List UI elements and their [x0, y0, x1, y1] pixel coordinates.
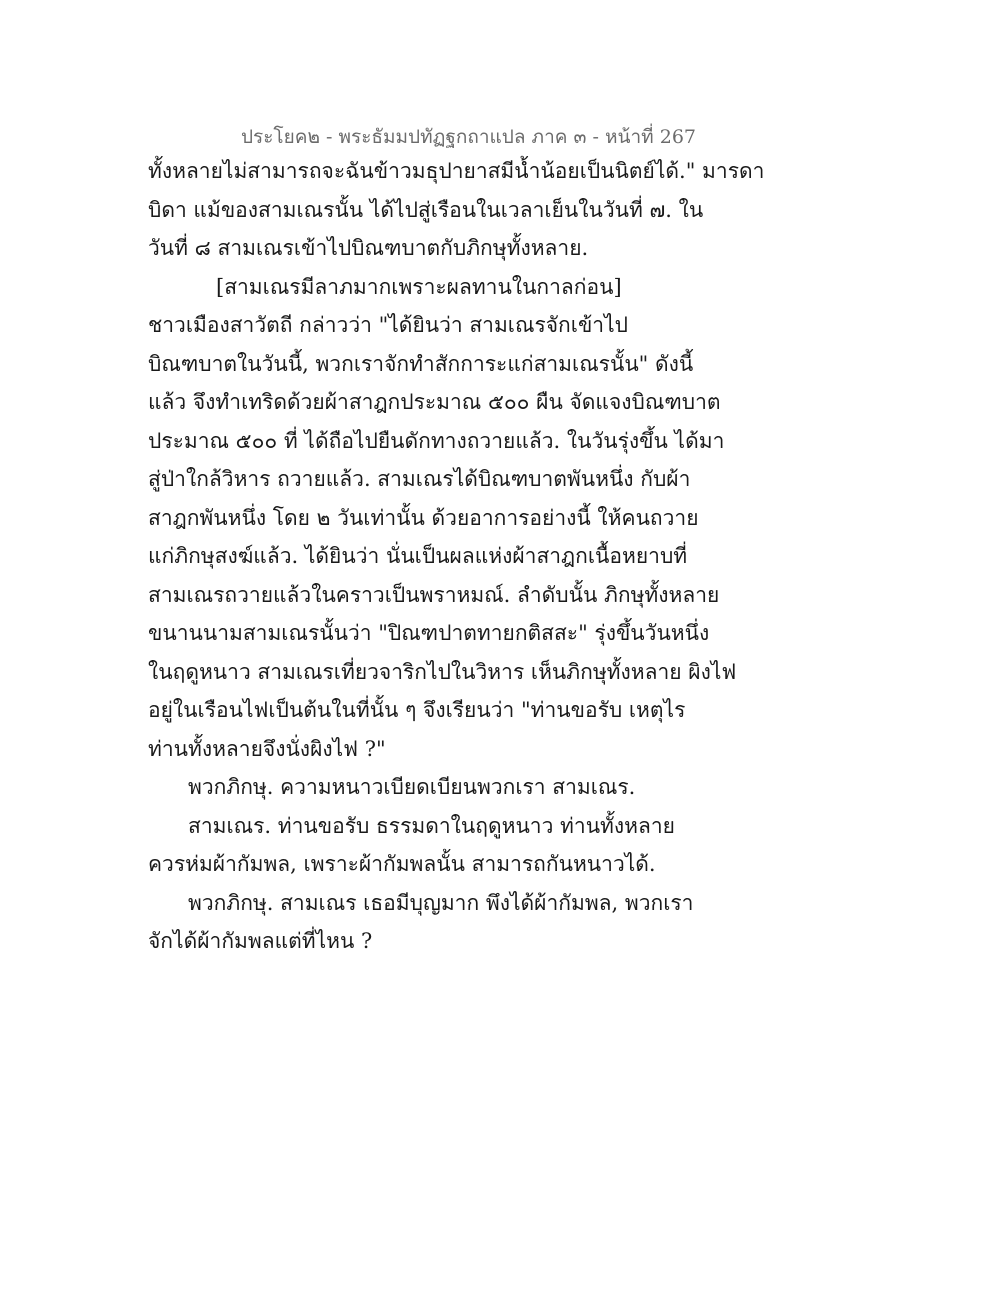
body-text [148, 152, 765, 961]
text-line: จักได้ผ้ากัมพลแต่ที่ไหน ? [148, 929, 373, 953]
section-heading: [สามเณรมีลาภมากเพราะผลทานในกาลก่อน] [216, 274, 622, 299]
text-line: ขนานนามสามเณรนั้นว่า "ปิณฑปาตทายกติสสะ" รุ่งขึ้นวันหนึ่ง [148, 621, 710, 645]
text-line: ควรห่มผ้ากัมพล, เพราะผ้ากัมพลนั้น สามารถกันหนาวได้. [148, 852, 656, 876]
text-line: ทั้งหลายไม่สามารถจะฉันข้าวมธุปายาสมีน้ำน้อยเป็นนิตย์ได้." มารดา [148, 159, 765, 183]
text-line: วันที่ ๘ สามเณรเข้าไปบิณฑบาตกับภิกษุทั้งหลาย. [148, 236, 589, 260]
text-line: บิดา แม้ของสามเณรนั้น ได้ไปสู่เรือนในเวลาเย็นในวันที่ ๗. ใน [148, 197, 704, 222]
text-line: สาฎกพันหนึ่ง โดย ๒ วันเท่านั้น ด้วยอาการอย่างนี้ ให้คนถวาย [148, 505, 699, 530]
dialog-line: พวกภิกษุ. สามเณร เธอมีบุญมาก พึงได้ผ้ากัมพล, พวกเรา [188, 890, 694, 915]
page-header: ประโยค๒ - พระธัมมปทัฏฐกถาแปล ภาค ๓ - หน้าที่ 267 [240, 126, 696, 148]
text-line: บิณฑบาตในวันนี้, พวกเราจักทำสักการะแก่สามเณรนั้น" ดังนี้ [148, 351, 694, 376]
text-line: สามเณรถวายแล้วในคราวเป็นพราหมณ์. ลำดับนั้น ภิกษุทั้งหลาย [148, 582, 720, 607]
text-line: ประมาณ ๕๐๐ ที่ ได้ถือไปยืนดักทางถวายแล้ว. ในวันรุ่งขึ้น ได้มา [148, 428, 725, 453]
text-line: สู่ป่าใกล้วิหาร ถวายแล้ว. สามเณรได้บิณฑบาตพันหนึ่ง กับผ้า [148, 467, 691, 491]
dialog-line: พวกภิกษุ. ความหนาวเบียดเบียนพวกเรา สามเณร. [188, 775, 636, 799]
text-line: อยู่ในเรือนไฟเป็นต้นในที่นั้น ๆ จึงเรียนว่า "ท่านขอรับ เหตุไร [148, 698, 686, 722]
text-line: ท่านทั้งหลายจึงนั่งผิงไฟ ?" [148, 736, 386, 761]
text-line: ในฤดูหนาว สามเณรเที่ยวจาริกไปในวิหาร เห็นภิกษุทั้งหลาย ผิงไฟ [148, 659, 737, 684]
text-line: แก่ภิกษุสงฆ์แล้ว. ได้ยินว่า นั่นเป็นผลแห่งผ้าสาฎกเนื้อหยาบที่ [148, 544, 688, 568]
text-line: แล้ว จึงทำเทริดด้วยผ้าสาฎกประมาณ ๕๐๐ ผืน จัดแจงบิณฑบาต [148, 390, 721, 414]
text-line: ชาวเมืองสาวัตถี กล่าวว่า "ได้ยินว่า สามเณรจักเข้าไป [148, 313, 628, 337]
dialog-line: สามเณร. ท่านขอรับ ธรรมดาในฤดูหนาว ท่านทั้งหลาย [188, 813, 675, 838]
